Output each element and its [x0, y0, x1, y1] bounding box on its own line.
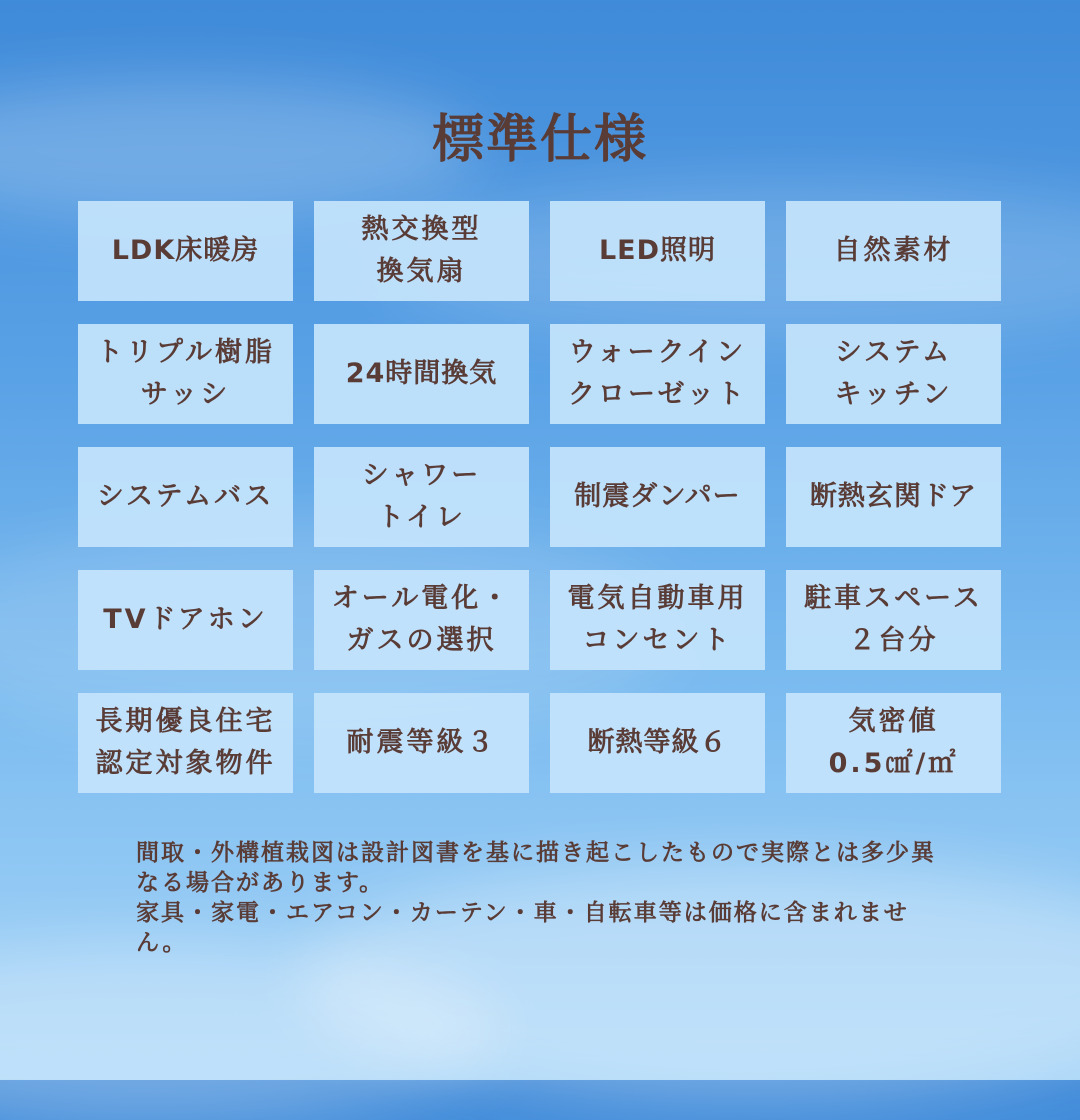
spec-label: システムバス	[96, 481, 275, 512]
spec-cell	[550, 693, 765, 793]
spec-label: 制震ダンパー	[574, 481, 741, 512]
spec-cell	[314, 201, 529, 301]
spec-cell	[786, 324, 1001, 424]
spec-label: 長期優良住宅 認定対象物件	[95, 706, 276, 779]
spec-label: LDK床暖房	[111, 235, 260, 266]
page-title: 標準仕様	[431, 110, 648, 170]
spec-cell	[550, 324, 765, 424]
spec-cell	[550, 570, 765, 670]
spec-cell	[314, 324, 529, 424]
spec-label: 断熱等級６	[587, 727, 728, 758]
disclaimer-line: 家具・家電・エアコン・カーテン・車・自転車等は価格に含まれません。	[136, 900, 909, 956]
spec-label: シャワー トイレ	[361, 460, 482, 533]
spec-label: トリプル樹脂 サッシ	[96, 337, 275, 410]
spec-cell	[78, 447, 293, 547]
disclaimer-line: 間取・外構植栽図は設計図書を基に描き起こしたもので実際とは多少異なる場合があります。	[136, 840, 936, 896]
spec-cell	[78, 570, 293, 670]
spec-cell	[78, 693, 293, 793]
spec-cell	[314, 447, 529, 547]
spec-cell	[786, 570, 1001, 670]
spec-label: 気密値 0.5㎠/㎡	[828, 706, 959, 779]
spec-label: オール電化・ ガスの選択	[331, 583, 512, 656]
spec-label: 断熱玄関ドア	[809, 481, 978, 512]
spec-cell	[314, 693, 529, 793]
spec-label: 自然素材	[833, 235, 954, 266]
spec-label: 駐車スペース ２台分	[804, 583, 983, 656]
spec-label: LED照明	[598, 235, 717, 266]
spec-label: 24時間換気	[345, 358, 498, 389]
spec-cell	[786, 201, 1001, 301]
spec-cell	[786, 693, 1001, 793]
spec-label: 電気自動車用 コンセント	[567, 583, 748, 656]
disclaimer	[136, 838, 956, 958]
spec-cell	[78, 201, 293, 301]
spec-cell	[550, 201, 765, 301]
spec-label: システム キッチン	[834, 337, 953, 410]
spec-cell	[314, 570, 529, 670]
spec-label: TVドアホン	[103, 604, 268, 635]
spec-cell	[78, 324, 293, 424]
spec-label: 熱交換型 換気扇	[361, 214, 482, 287]
spec-cell	[786, 447, 1001, 547]
spec-grid	[78, 201, 1002, 793]
spec-label: ウォークイン クローゼット	[568, 337, 747, 410]
spec-label: 耐震等級３	[346, 727, 497, 758]
spec-cell	[550, 447, 765, 547]
